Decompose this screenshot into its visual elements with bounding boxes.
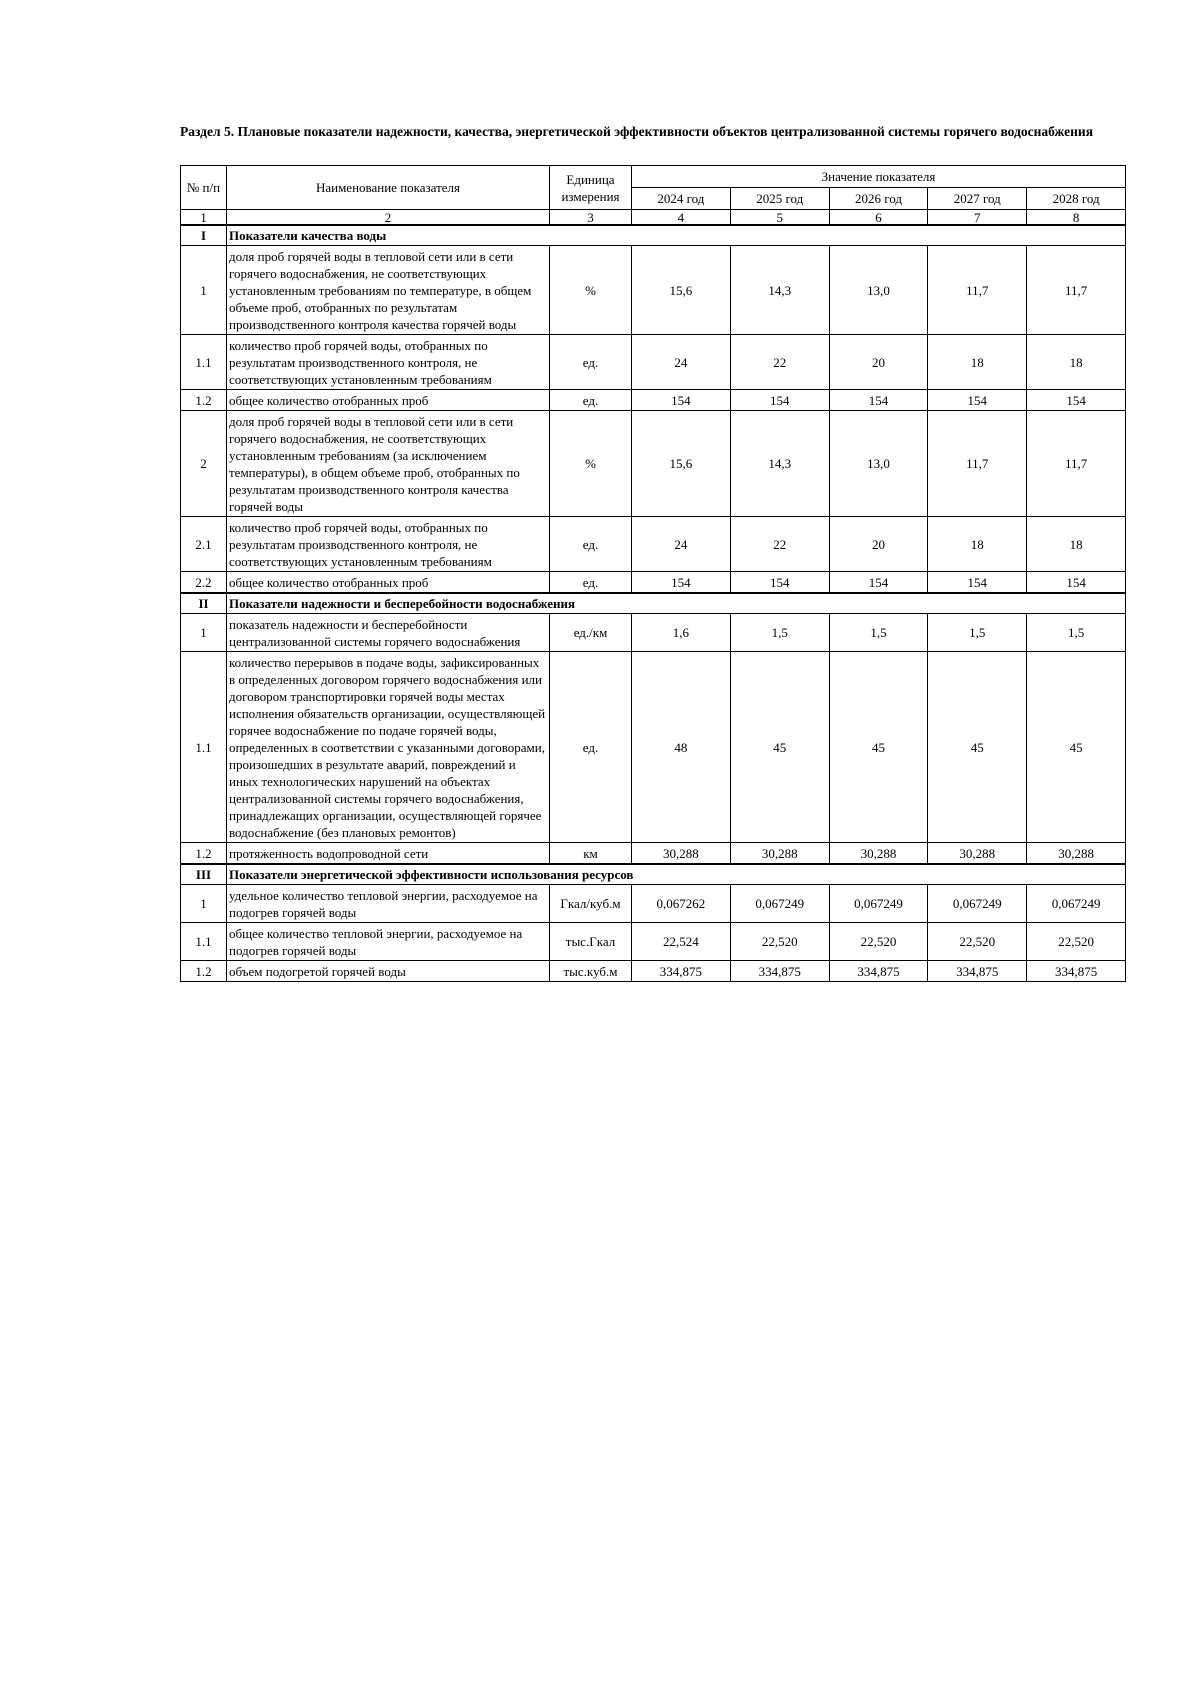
table-row xyxy=(181,572,1126,594)
value-2024: 22,524 xyxy=(632,923,731,961)
value-2027: 1,5 xyxy=(928,614,1027,652)
value-2025: 1,5 xyxy=(730,614,829,652)
value-2025: 22,520 xyxy=(730,923,829,961)
indicator-unit: ед. xyxy=(550,572,632,594)
indicators-table xyxy=(180,165,1126,982)
value-2024: 15,6 xyxy=(632,246,731,335)
value-2028: 154 xyxy=(1027,390,1126,411)
row-number: 1 xyxy=(181,614,227,652)
table-row xyxy=(181,961,1126,982)
indicator-name: количество перерывов в подаче воды, зафиксированных в определенных договором горячего водоснабжения или договором транспортировки горячей воды местах исполнения обязательств организации, осуществляющей горячее водоснабжение по подаче горячей воды, определенных в соответствии с указанными договорами, произошедших в результате аварий, повреждений и иных технологических нарушений на объектах централизованной системы горячего водоснабжения, принадлежащих организации, осуществляющей горячее водоснабжение (без плановых ремонтов) xyxy=(227,652,550,843)
value-2026: 30,288 xyxy=(829,843,928,865)
value-2026: 154 xyxy=(829,572,928,594)
table-row xyxy=(181,885,1126,923)
column-number: 6 xyxy=(829,210,928,226)
table-row xyxy=(181,517,1126,572)
indicator-unit: ед. xyxy=(550,335,632,390)
value-2026: 22,520 xyxy=(829,923,928,961)
indicator-unit: ед. xyxy=(550,517,632,572)
indicator-unit: тыс.Гкал xyxy=(550,923,632,961)
indicator-unit: % xyxy=(550,411,632,517)
value-2026: 45 xyxy=(829,652,928,843)
table-row xyxy=(181,246,1126,335)
section-number: I xyxy=(181,225,227,246)
value-2028: 11,7 xyxy=(1027,411,1126,517)
value-2027: 22,520 xyxy=(928,923,1027,961)
header-unit: Единица измерения xyxy=(550,166,632,210)
value-2026: 1,5 xyxy=(829,614,928,652)
indicator-unit: ед. xyxy=(550,390,632,411)
header-year: 2025 год xyxy=(730,188,829,210)
column-number: 7 xyxy=(928,210,1027,226)
value-2028: 30,288 xyxy=(1027,843,1126,865)
row-number: 2.1 xyxy=(181,517,227,572)
header-year: 2026 год xyxy=(829,188,928,210)
value-2028: 18 xyxy=(1027,517,1126,572)
row-number: 1 xyxy=(181,246,227,335)
value-2026: 20 xyxy=(829,335,928,390)
value-2025: 14,3 xyxy=(730,411,829,517)
section-number: II xyxy=(181,593,227,614)
value-2025: 22 xyxy=(730,335,829,390)
value-2024: 15,6 xyxy=(632,411,731,517)
table-row xyxy=(181,652,1126,843)
row-number: 1.1 xyxy=(181,923,227,961)
value-2024: 154 xyxy=(632,390,731,411)
indicator-unit: Гкал/куб.м xyxy=(550,885,632,923)
value-2027: 18 xyxy=(928,517,1027,572)
value-2028: 18 xyxy=(1027,335,1126,390)
value-2028: 154 xyxy=(1027,572,1126,594)
value-2027: 45 xyxy=(928,652,1027,843)
value-2026: 0,067249 xyxy=(829,885,928,923)
value-2027: 0,067249 xyxy=(928,885,1027,923)
indicator-name: общее количество отобранных проб xyxy=(227,390,550,411)
header-year: 2028 год xyxy=(1027,188,1126,210)
indicator-name: общее количество отобранных проб xyxy=(227,572,550,594)
value-2028: 22,520 xyxy=(1027,923,1126,961)
value-2025: 30,288 xyxy=(730,843,829,865)
row-number: 2.2 xyxy=(181,572,227,594)
section-number: III xyxy=(181,864,227,885)
section-title-cell: Показатели энергетической эффективности использования ресурсов xyxy=(227,864,1126,885)
value-2026: 20 xyxy=(829,517,928,572)
value-2025: 154 xyxy=(730,572,829,594)
value-2027: 154 xyxy=(928,390,1027,411)
header-year: 2027 год xyxy=(928,188,1027,210)
value-2024: 0,067262 xyxy=(632,885,731,923)
section-header-row xyxy=(181,864,1126,885)
value-2024: 154 xyxy=(632,572,731,594)
column-number: 8 xyxy=(1027,210,1126,226)
value-2027: 30,288 xyxy=(928,843,1027,865)
indicator-unit: ед./км xyxy=(550,614,632,652)
value-2027: 334,875 xyxy=(928,961,1027,982)
column-number: 3 xyxy=(550,210,632,226)
value-2025: 0,067249 xyxy=(730,885,829,923)
row-number: 1.2 xyxy=(181,961,227,982)
section-title: Раздел 5. Плановые показатели надежности, качества, энергетической эффективности объектов централизованной системы горячего водоснабжения xyxy=(180,124,1094,139)
indicator-name: протяженность водопроводной сети xyxy=(227,843,550,865)
value-2026: 13,0 xyxy=(829,246,928,335)
value-2027: 11,7 xyxy=(928,246,1027,335)
value-2024: 24 xyxy=(632,335,731,390)
table-row xyxy=(181,614,1126,652)
header-year: 2024 год xyxy=(632,188,731,210)
value-2024: 48 xyxy=(632,652,731,843)
column-numbers-row xyxy=(181,210,1126,226)
indicator-name: показатель надежности и бесперебойности централизованной системы горячего водоснабжения xyxy=(227,614,550,652)
row-number: 1.1 xyxy=(181,335,227,390)
section-title-cell: Показатели качества воды xyxy=(227,225,1126,246)
value-2024: 24 xyxy=(632,517,731,572)
value-2027: 11,7 xyxy=(928,411,1027,517)
row-number: 1.2 xyxy=(181,843,227,865)
indicator-name: доля проб горячей воды в тепловой сети или в сети горячего водоснабжения, не соответствующих установленным требованиям по температуре, в общем объеме проб, отобранных по результатам производственного контроля качества горячей воды xyxy=(227,246,550,335)
section-header-row xyxy=(181,225,1126,246)
section-header-row xyxy=(181,593,1126,614)
row-number: 1 xyxy=(181,885,227,923)
row-number: 1.2 xyxy=(181,390,227,411)
indicator-name: количество проб горячей воды, отобранных по результатам производственного контроля, не соответствующих установленным требованиям xyxy=(227,517,550,572)
value-2027: 154 xyxy=(928,572,1027,594)
header-num: № п/п xyxy=(181,166,227,210)
value-2026: 13,0 xyxy=(829,411,928,517)
value-2028: 11,7 xyxy=(1027,246,1126,335)
table-row xyxy=(181,411,1126,517)
value-2025: 22 xyxy=(730,517,829,572)
value-2024: 30,288 xyxy=(632,843,731,865)
value-2025: 154 xyxy=(730,390,829,411)
table-row xyxy=(181,335,1126,390)
value-2028: 1,5 xyxy=(1027,614,1126,652)
indicator-unit: % xyxy=(550,246,632,335)
row-number: 1.1 xyxy=(181,652,227,843)
table-header-row xyxy=(181,166,1126,188)
indicator-unit: км xyxy=(550,843,632,865)
column-number: 5 xyxy=(730,210,829,226)
indicator-name: общее количество тепловой энергии, расходуемое на подогрев горячей воды xyxy=(227,923,550,961)
indicator-name: удельное количество тепловой энергии, расходуемое на подогрев горячей воды xyxy=(227,885,550,923)
value-2027: 18 xyxy=(928,335,1027,390)
indicator-name: количество проб горячей воды, отобранных по результатам производственного контроля, не соответствующих установленным требованиям xyxy=(227,335,550,390)
value-2028: 0,067249 xyxy=(1027,885,1126,923)
value-2025: 14,3 xyxy=(730,246,829,335)
indicator-name: доля проб горячей воды в тепловой сети или в сети горячего водоснабжения, не соответствующих установленным требованиям (за исключением температуры), в общем объеме проб, отобранных по результатам производственного контроля качества горячей воды xyxy=(227,411,550,517)
section-title-cell: Показатели надежности и бесперебойности водоснабжения xyxy=(227,593,1126,614)
value-2028: 334,875 xyxy=(1027,961,1126,982)
value-2024: 1,6 xyxy=(632,614,731,652)
header-value-group: Значение показателя xyxy=(632,166,1126,188)
column-number: 4 xyxy=(632,210,731,226)
header-name: Наименование показателя xyxy=(227,166,550,210)
value-2025: 45 xyxy=(730,652,829,843)
value-2026: 154 xyxy=(829,390,928,411)
table-row xyxy=(181,923,1126,961)
column-number: 2 xyxy=(227,210,550,226)
indicator-name: объем подогретой горячей воды xyxy=(227,961,550,982)
indicator-unit: ед. xyxy=(550,652,632,843)
table-row xyxy=(181,843,1126,865)
table-row xyxy=(181,390,1126,411)
value-2025: 334,875 xyxy=(730,961,829,982)
value-2028: 45 xyxy=(1027,652,1126,843)
indicator-unit: тыс.куб.м xyxy=(550,961,632,982)
row-number: 2 xyxy=(181,411,227,517)
value-2026: 334,875 xyxy=(829,961,928,982)
column-number: 1 xyxy=(181,210,227,226)
value-2024: 334,875 xyxy=(632,961,731,982)
